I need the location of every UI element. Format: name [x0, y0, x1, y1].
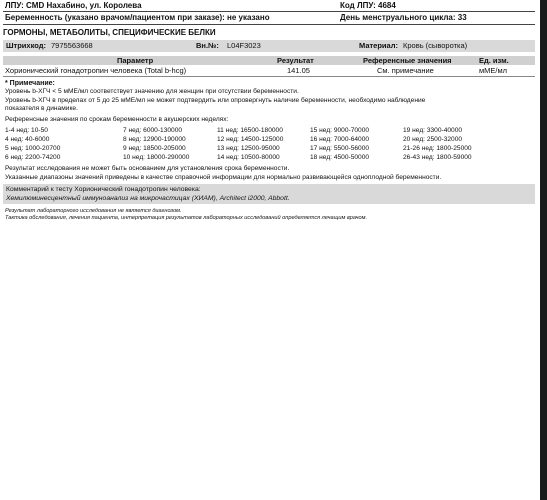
week-range: 1-4 нед: 10-50 [5, 127, 48, 134]
week-range: 19 нед: 3300-40000 [403, 127, 463, 134]
results-table-header [3, 56, 535, 65]
material-label: Материал: [359, 41, 398, 50]
comment-text: Хемилюминесцентный иммуноанализ на микрочастицах (ХИАМ), Architect i2000, Abbott. [6, 195, 290, 202]
week-range: 16 нед: 7000-64000 [310, 136, 370, 143]
barcode-value: 7975563668 [51, 41, 93, 50]
footer-note: Результат лабораторного исследования не является диагнозом. [5, 208, 182, 214]
disclaimer-line: Указанные диапазоны значений приведены в качестве справочной информации для нормально развивающейся одноплодной беременности. [5, 174, 442, 181]
week-range: 5 нед: 1000-20700 [5, 145, 61, 152]
divider [3, 24, 535, 25]
comment-title: Комментарий к тесту Хорионический гонадотропин человека: [6, 186, 201, 193]
week-range: 26-43 нед: 1800-59000 [403, 154, 472, 161]
week-range: 8 нед: 12900-190000 [123, 136, 186, 143]
week-range: 10 нед: 18000-290000 [123, 154, 190, 161]
note-line: показателя в динамике. [5, 105, 78, 112]
barcode-label: Штрихкод: [6, 41, 46, 50]
week-range: 6 нед: 2200-74200 [5, 154, 61, 161]
header-row-pregnancy [3, 12, 535, 24]
week-range: 20 нед: 2500-32000 [403, 136, 463, 143]
week-range: 15 нед: 9000-70000 [310, 127, 370, 134]
vn-value: L04F3023 [227, 41, 261, 50]
divider [3, 76, 535, 77]
week-range: 12 нед: 14500-125000 [217, 136, 284, 143]
material-value: Кровь (сыворотка) [403, 41, 468, 50]
col-reference: Референсные значения [363, 56, 452, 65]
lpu-name: ЛПУ: CMD Нахабино, ул. Королева [5, 1, 142, 10]
units-value: мМЕ/мл [479, 66, 508, 75]
week-range: 11 нед: 16500-180000 [217, 127, 283, 134]
week-range: 21-26 нед: 1800-25000 [403, 145, 472, 152]
week-range: 4 нед: 40-6000 [5, 136, 50, 143]
parameter-name: Хорионический гонадотропин человека (Total b-hcg) [5, 66, 187, 75]
disclaimer-line: Результат исследования не может быть основанием для установления срока беременности. [5, 165, 290, 172]
note-line: Уровень b-ХГЧ в пределах от 5 до 25 мМЕ/мл не может подтвердить или опровергнуть наличие беременности, необходимо наблюдение [5, 97, 426, 104]
week-range: 18 нед: 4500-50000 [310, 154, 370, 161]
notes-title: * Примечание: [5, 80, 55, 87]
week-range: 14 нед: 10500-80000 [217, 154, 280, 161]
week-range: 17 нед: 5500-56000 [310, 145, 370, 152]
note-line: Уровень b-ХГЧ < 5 мМЕ/мл соответствует значению для женщин при отсутствии беременности. [5, 88, 299, 95]
week-range: 7 нед: 6000-130000 [123, 127, 183, 134]
pregnancy-status: Беременность (указано врачом/пациентом при заказе): не указано [5, 13, 270, 22]
week-range: 13 нед: 12500-95000 [217, 145, 280, 152]
lpu-code: Код ЛПУ: 4684 [340, 1, 396, 10]
result-value: 141.05 [287, 66, 310, 75]
test-comment-box [3, 184, 535, 204]
vn-label: Вн.№: [196, 41, 219, 50]
cycle-day: День менструального цикла: 33 [340, 13, 467, 22]
sample-ids-bar [3, 40, 535, 52]
col-units: Ед. изм. [479, 56, 509, 65]
scrollbar-edge [540, 0, 547, 500]
reference-value: См. примечание [377, 66, 434, 75]
section-title: ГОРМОНЫ, МЕТАБОЛИТЫ, СПЕЦИФИЧЕСКИЕ БЕЛКИ [3, 28, 216, 37]
week-range: 9 нед: 18500-205000 [123, 145, 186, 152]
footer-note: Тактика обследования, лечения пациента, интерпретация результатов лабораторных исследований определяется лечащим врачом. [5, 215, 368, 221]
col-parameter: Параметр [117, 56, 154, 65]
col-result: Результат [277, 56, 314, 65]
table-row [3, 66, 535, 75]
note-line: Референсные значения по срокам беременности в акушерских неделях: [5, 116, 229, 123]
